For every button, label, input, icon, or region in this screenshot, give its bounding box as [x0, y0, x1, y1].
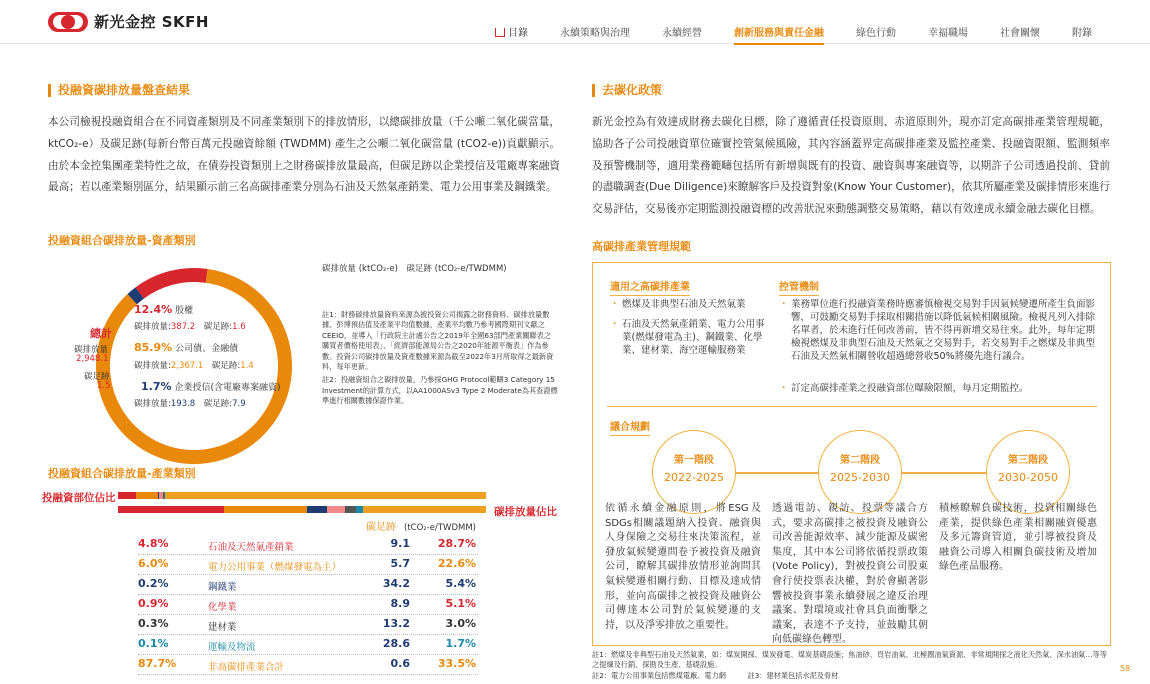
phase-3-title: 第三階段 [1008, 455, 1048, 466]
nav-label: 目錄 [508, 28, 528, 39]
row-share: 4.8% [138, 537, 169, 550]
footprint-value: 7.9 [232, 399, 246, 409]
donut-slice-0 [136, 268, 208, 299]
nav-item-contents[interactable] [495, 24, 528, 45]
bar-seg-steel [307, 506, 327, 513]
bar-label-emissions: 碳排放量佔比 [494, 506, 557, 518]
row-emission-share: 33.5% [437, 657, 476, 670]
emission-prefix: 碳排放量: [134, 399, 171, 409]
equity-pct [134, 303, 193, 316]
row-share: 0.9% [138, 597, 169, 610]
col1-item-2: ・ 石油及天然氣產銷業、電力公用事業(燃煤發電為主)、鋼鐵業、化學業、建材業、海空運輸服務業 [622, 318, 768, 357]
bar-seg-power [136, 492, 158, 499]
emission-value: 193.8 [170, 399, 196, 409]
chart-units-legend: 碳排放量 (ktCO₂-e) 碳足跡 (tCO₂-e/TWDMM) [322, 264, 507, 274]
phase-2-text: 透過電訪、親訪、投票等議合方式，要求高碳排之被投資及融資公司改善能源效率、減少能源及碳密集度，其中本公司將依循投票政策(Vote Policy)，對被投資公司股東會行使投票表決權，對於會顯著影響被投資事業永續發展之違反治理議案、對環境或社會具負面衝擊之議案，表達不予支持，並鼓勵其朝向低碳綠色轉型。 [772, 503, 928, 646]
table-row [138, 634, 478, 655]
bar-label-holdings: 投融資部位佔比 [42, 492, 116, 504]
emission-share-bar [118, 506, 486, 513]
nav-item-green-action[interactable]: 綠色行動 [856, 28, 896, 39]
footprint-value: 1.4 [240, 361, 254, 371]
row-emission-share: 5.4% [445, 577, 476, 590]
phase-3-years: 2030-2050 [998, 471, 1058, 484]
row-share: 0.3% [138, 617, 169, 630]
header-unit: (tCO₂-e/TWDMM) [404, 523, 476, 533]
col1-item-1: ・ 燃煤及非典型石油及天然氣業 [622, 298, 768, 311]
footprint-prefix: 碳足跡: [203, 322, 233, 332]
row-name: 非高碳排產業合計 [208, 662, 285, 673]
pct-value: 1.7% [141, 380, 172, 393]
phase-2-title: 第二階段 [840, 455, 880, 466]
bar-seg-power [224, 506, 307, 513]
row-footprint: 34.2 [382, 577, 410, 590]
bonds-values [134, 359, 254, 371]
row-footprint: 9.1 [390, 537, 410, 550]
emission-prefix: 碳排放量: [134, 322, 171, 332]
pct-label: 股權 [175, 306, 194, 316]
row-share: 0.1% [138, 637, 169, 650]
total-footprint-label: 碳足跡 [84, 372, 110, 382]
emission-prefix: 碳排放量: [134, 361, 171, 371]
total-emission-value: 2,948.1 [76, 354, 109, 364]
row-footprint: 0.6 [390, 657, 410, 670]
note-2: 註2：投融資組合之碳排放量，乃參採GHG Protocol範疇3 Category 15 Investment的計算方式，以AA1000ASv3 Type 2 Moderate為其查證標準進行相關數據保證作業。 [322, 375, 558, 406]
box-divider [607, 406, 1097, 407]
footnote-2: 註2：電力公用事業包括燃煤電廠、電力網 註3：建材業包括水泥及骨材 [592, 671, 839, 680]
col2-item-2: ・ 訂定高碳排產業之投融資部位曝險限額，每月定期監控。 [791, 382, 1095, 395]
bar-seg-oil-gas [118, 492, 136, 499]
bar-seg-other [165, 492, 486, 499]
loans-values [134, 397, 246, 409]
row-name: 建材業 [208, 622, 237, 633]
row-name: 化學業 [208, 602, 237, 613]
box-title: 高碳排產業管理規範 [592, 240, 691, 253]
table-row [138, 654, 478, 675]
row-share: 0.2% [138, 577, 169, 590]
right-section-title: 去碳化政策 [592, 84, 662, 97]
header-footprint: 碳足跡 [366, 522, 396, 533]
skfh-logo[interactable] [48, 11, 209, 32]
phase-1-title: 第一階段 [674, 455, 714, 466]
pct-value: 12.4% [134, 303, 173, 316]
phase-1-years: 2022-2025 [664, 471, 724, 484]
home-icon [495, 28, 505, 37]
bar-seg-chemical [327, 506, 346, 513]
row-name: 電力公用事業（燃煤發電為主） [208, 562, 342, 573]
bonds-pct [134, 341, 238, 354]
row-footprint: 28.6 [382, 637, 410, 650]
bar-seg-other [363, 506, 486, 513]
emission-value: 387.2 [170, 322, 196, 332]
bar-seg-oil-gas [118, 506, 224, 513]
engage-title: 議合規劃 [610, 418, 650, 433]
nav-item-workplace[interactable]: 幸福職場 [928, 28, 968, 39]
asset-chart-title: 投融資組合碳排放量-資產類別 [48, 234, 196, 247]
row-share: 6.0% [138, 557, 169, 570]
phase-2-years: 2025-2030 [830, 471, 890, 484]
row-emission-share: 1.7% [445, 637, 476, 650]
top-header [0, 0, 1150, 44]
chart-notes [322, 310, 558, 410]
bar-seg-building [345, 506, 356, 513]
row-emission-share: 28.7% [437, 537, 476, 550]
nav-item-social[interactable]: 社會關懷 [1000, 28, 1040, 39]
table-row [138, 614, 478, 635]
note-1: 註1：財務碳排放量資料來源為被投資公司揭露之財務資料、碳排放量數據、彭博預估值及產業平均值數據，產業平均數乃參考國際期刊文獻之CEEIO，並導入「行政院主計處公告之2019年全國63部門產業關聯表之購買者價格使用表」、「經濟部能源局公告之2020年能源平衡表」作為參數。投資公司碳排放量及資產數據來源為截至2022年3月所取得之最新資料，每年更新。 [322, 310, 554, 372]
phase-1-text: 依循永續金融原則，將ESG及SDGs相關議題納入投資、融資與人身保險之交易往來決策流程，並發放氣候變遷問卷予被投資及融資公司，瞭解其碳排放情形並詢問其氣候變遷相關行動、目標及達成情形，並向高碳排之被投資及融資公司傳達本公司對於氣候變遷的支持，以及淨零排放之重要性。 [605, 503, 761, 631]
industry-chart-title: 投融資組合碳排放量-產業類別 [48, 467, 196, 480]
top-nav [463, 24, 1092, 45]
pct-label: 公司債、金融債 [175, 344, 239, 354]
right-paragraph: 新光金控為有效達成財務去碳化目標，除了遵循責任投資原則、赤道原則外，現亦訂定高碳排產業管理規範，協助各子公司投融資單位確實控管氣候風險，其內容涵蓋界定高碳排產業及監控產業、投融資限額、監測頻率及預警機制等，適用業務範疇包括所有新增與既有的投資、融資與專案融資等，以期許子公司透過投前、貸前的盡職調查(Due Diligence)來瞭解客戶及投資對象(Know Your Customer)，依其所屬產業及碳排情形來進行交易評估，交易後亦定期監測投融資標的改善狀況來動態調整交易策略，藉以有效達成永續金融去碳化目標。 [592, 116, 1110, 216]
row-name: 石油及天然氣產銷業 [208, 542, 294, 553]
total-footprint-value: 1.5 [97, 381, 111, 391]
total-label: 總計 [90, 327, 112, 340]
holdings-share-bar [118, 492, 486, 499]
nav-item-responsible-finance[interactable]: 創新服務與責任金融 [734, 24, 824, 45]
phase-3-text: 積極瞭解負碳技術，投資相關綠色產業，提供綠色產業相關融資優惠及多元籌資管道，並引導被投資及融資公司導入相關負碳技術及增加綠色產品服務。 [939, 503, 1097, 573]
row-name: 運輸及物流 [208, 642, 256, 653]
row-name: 鋼鐵業 [208, 582, 237, 593]
nav-item-strategy[interactable]: 永續策略與治理 [560, 28, 630, 39]
table-row [138, 554, 478, 575]
footprint-prefix: 碳足跡: [203, 399, 233, 409]
row-emission-share: 3.0% [445, 617, 476, 630]
col2-title: 控管機制 [779, 278, 819, 293]
footprint-value: 1.6 [232, 322, 246, 332]
pct-value: 85.9% [134, 341, 173, 354]
col1-title: 適用之高碳排產業 [610, 278, 690, 293]
row-share: 87.7% [138, 657, 177, 670]
logo-mark-icon [48, 12, 88, 32]
nav-item-appendix[interactable]: 附錄 [1072, 28, 1092, 39]
logo-text: 新光金控 SKFH [94, 13, 209, 31]
left-section-title: 投融資碳排放量盤查結果 [48, 84, 190, 97]
row-footprint: 8.9 [390, 597, 410, 610]
emission-value: 2,367.1 [170, 361, 204, 371]
table-row [138, 594, 478, 615]
row-footprint: 13.2 [382, 617, 410, 630]
table-row [138, 574, 478, 595]
footnote-1: 註1：燃煤及非典型石油及天然氣業，如：煤炭開採、煤炭發電、煤炭基礎設施；焦油砂、頁岩油氣、北極圈油氣資源、非常規開採之液化天然氣、深水油氣…等等之提煉及行銷、探勘及生產、基礎設施。 [592, 650, 1107, 669]
table-row [138, 534, 478, 555]
loans-pct [141, 380, 281, 393]
total-emission-label: 碳排放量 [74, 345, 109, 355]
left-paragraph: 本公司檢視投融資組合在不同資產類別及不同產業類別下的排放情形，以總碳排放量（千公噸二氧化碳當量，ktCO₂-e）及碳足跡(每新台幣百萬元投融資餘額 (TWDMM) 產生之公噸二氧化碳當量 (tCO2-e))貢獻顯示。由於本金控集團產業特性之故，在債券投資類別上之財務碳排放量最高，但碳足跡以企業授信及電廠專案融資最高；若以產業類別區分，結果顯示前三名高碳排產業分別為石油及天然氣產銷業、電力公用事業及鋼鐵業。 [48, 116, 560, 194]
table-header [366, 518, 476, 533]
row-footprint: 5.7 [390, 557, 410, 570]
row-emission-share: 22.6% [437, 557, 476, 570]
page-number: 58 [1120, 664, 1131, 673]
row-emission-share: 5.1% [445, 597, 476, 610]
pct-label: 企業授信(含電廠專案融資) [174, 383, 281, 393]
equity-values [134, 320, 246, 332]
footprint-prefix: 碳足跡: [211, 361, 241, 371]
col2-item-1: ・ 業務單位進行投融資業務時應審慎檢視交易對手因氣候變遷所產生負面影響，可鼓勵交易對手採取相關措施以降低氣候相關風險。檢視凡列入排除名單者，於未進行任何改善前，皆不得再新增交易往來。此外，每年定期檢視燃煤及非典型石油及天然氣之交易對手，若交易對手之燃煤及非典型石油及天然氣相關營收超過總營收50%將優先進行議合。 [791, 298, 1095, 363]
nav-item-operation[interactable]: 永續經營 [662, 28, 702, 39]
